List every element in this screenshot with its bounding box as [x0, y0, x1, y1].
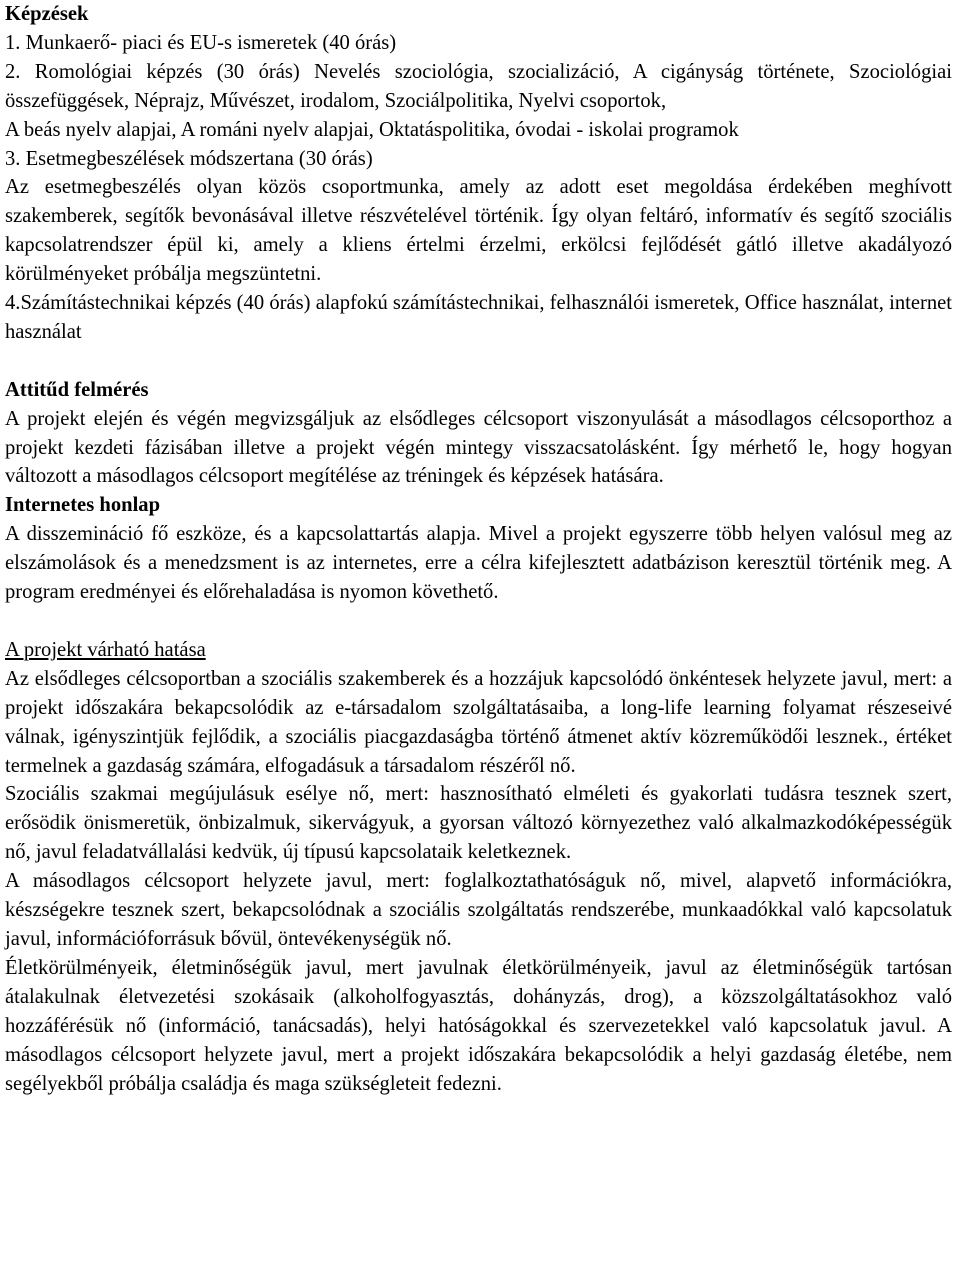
training-item-2: 2. Romológiai képzés (30 órás) Nevelés szociológia, szocializáció, A cigányság története, Szociológiai összefüggések, Néprajz, Művészet, irodalom, Szociálpolitika, Nyelvi csoportok, [5, 60, 952, 112]
attitud-paragraph: A projekt elején és végén megvizsgáljuk az elsődleges célcsoport viszonyulását a másodlagos célcsoporthoz a projekt kezdeti fázisában illetve a projekt végén mintegy visszacsatolásként. Így mérhető le, hogy hogyan változott a másodlagos célcsoport megítélése az tréningek és képzések hatására. [5, 407, 952, 488]
section-heading-kepzesek: Képzések [5, 3, 89, 25]
hatas-paragraph-1: Az elsődleges célcsoportban a szociális szakemberek és a hozzájuk kapcsolódó önkéntesek helyzete javul, mert: a projekt időszakára bekapcsolódik az e-társadalom szolgáltatásaiba, a long-life learning folyamat részeseivé válnak, igényszintjük fejlődik, a szociális piacgazdaságba történő átmenet aktív közreműködői lesznek., értéket termelnek a gazdaság számára, elfogadásuk a társadalom részéről nő. [5, 667, 952, 777]
spacer [5, 347, 952, 376]
section-heading-hatas: A projekt várható hatása [5, 638, 206, 661]
training-item-4: 4.Számítástechnikai képzés (40 órás) alapfokú számítástechnikai, felhasználói ismeretek, Office használat, internet használat [5, 292, 952, 343]
spacer [5, 607, 952, 636]
training-item-2-continued: A beás nyelv alapjai, A románi nyelv alapjai, Oktatáspolitika, óvodai - iskolai programok [5, 118, 739, 141]
hatas-paragraph-4: Életkörülményeik, életminőségük javul, mert javulnak életkörülményeik, javul az életminőségük tartósan átalakulnak életvezetési szokásaik (alkoholfogyasztás, dohányzás, drog), a közszolgáltatásokhoz való hozzáférésük nő (információ, tanácsadás), helyi hatóságokkal és szervezetekkel való kapcsolatuk javul. A másodlagos célcsoport helyzete javul, mert a projekt időszakára bekapcsolódik a helyi gazdaság életébe, nem segélyekből próbálja családja és maga szükségleteit fedezni. [5, 956, 952, 1095]
hatas-paragraph-3: A másodlagos célcsoport helyzete javul, mert: foglalkoztathatóságuk nő, mivel, alapvető információkra, készségekre tesznek szert, bekapcsolódnak a szociális szolgáltatás rendszerébe, munkaadókkal való kapcsolatuk javul, információforrásuk bővül, öntevékenységük nő. [5, 870, 952, 950]
hatas-paragraph-2: Szociális szakmai megújulásuk esélye nő, mert: hasznosítható elméleti és gyakorlati tudásra tesznek szert, erősödik önismeretük, önbizalmuk, sikervágyuk, a gyorsan változó környezethez való alkalmazkodóképességük nő, javul feladatvállalási kedvük, új típusú kapcsolataik keletkeznek. [5, 783, 952, 864]
honlap-paragraph: A disszemináció fő eszköze, és a kapcsolattartás alapja. Mivel a projekt egyszerre több helyen valósul meg az elszámolások és a menedzsment is az internetes, erre a célra kifejlesztett adatbázison keresztül történik meg. A program eredményei és előrehaladása is nyomon követhető. [5, 523, 952, 604]
training-item-3-title: 3. Esetmegbeszélések módszertana (30 órás) [5, 147, 373, 170]
training-item-1: 1. Munkaerő- piaci és EU-s ismeretek (40 órás) [5, 31, 397, 54]
training-item-3-body: Az esetmegbeszélés olyan közös csoportmunka, amely az adott eset megoldása érdekében meghívott szakemberek, segítők bevonásával illetve részvételével történik. Így olyan feltáró, informatív és segítő szociális kapcsolatrendszer épül ki, amely a kliens értelmi érzelmi, erkölcsi fejlődését gátló illetve akadályozó körülményeket próbálja megszüntetni. [5, 176, 952, 286]
section-heading-attitud: Attitűd felmérés [5, 378, 149, 401]
section-heading-honlap: Internetes honlap [5, 494, 161, 517]
